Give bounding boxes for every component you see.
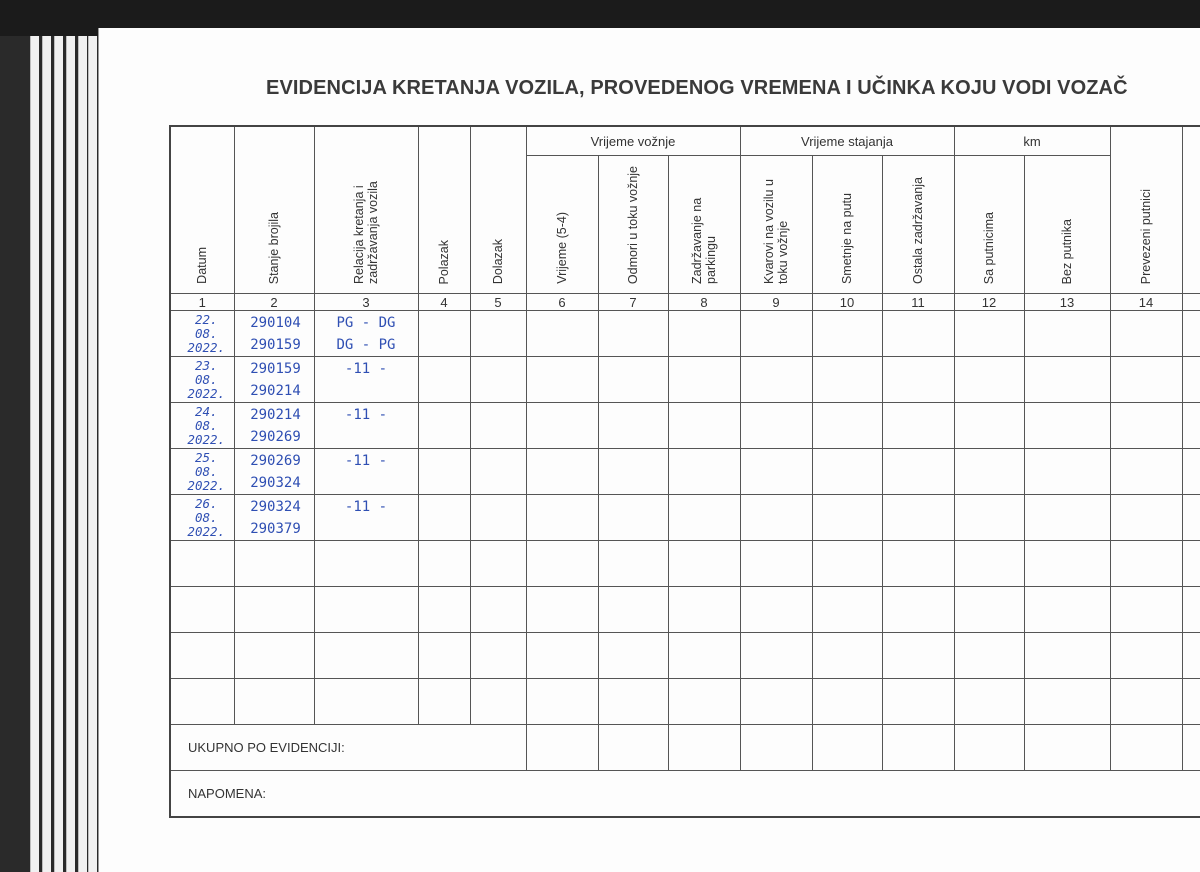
cell <box>418 679 470 725</box>
cell <box>812 449 882 495</box>
page-stack-edge <box>88 36 97 872</box>
col-number: 3 <box>314 294 418 311</box>
cell <box>234 679 314 725</box>
odometer-cell: 290269 290324 <box>234 449 314 495</box>
cell <box>882 311 954 357</box>
column-number-row <box>170 294 1200 311</box>
col-header-arrival: Dolazak <box>470 126 526 294</box>
group-header-standing-time: Vrijeme stajanja <box>740 126 954 156</box>
odometer-cell: 290159 290214 <box>234 357 314 403</box>
cell <box>418 311 470 357</box>
cell <box>812 311 882 357</box>
col-number: 10 <box>812 294 882 311</box>
cell <box>598 725 668 771</box>
table-row <box>170 357 1200 403</box>
cell <box>470 541 526 587</box>
cell <box>954 679 1024 725</box>
col-header-parking: Zadržavanje na parkingu <box>668 156 740 294</box>
col-number: 7 <box>598 294 668 311</box>
cell <box>1182 633 1200 679</box>
cell <box>1110 495 1182 541</box>
cell <box>812 403 882 449</box>
cell <box>740 311 812 357</box>
cell <box>1110 679 1182 725</box>
cell <box>668 449 740 495</box>
col-header-date: Datum <box>170 126 234 294</box>
cell <box>1110 633 1182 679</box>
col-number: 5 <box>470 294 526 311</box>
cell <box>882 495 954 541</box>
cell <box>526 403 598 449</box>
cell <box>882 633 954 679</box>
col-header-km-with-passengers: Sa putnicima <box>954 156 1024 294</box>
cell <box>234 633 314 679</box>
cell <box>954 541 1024 587</box>
col-header-cutoff <box>1182 126 1200 294</box>
page-stack-edge <box>54 36 63 872</box>
cell <box>418 449 470 495</box>
cell <box>740 357 812 403</box>
cell <box>418 403 470 449</box>
cell <box>1110 311 1182 357</box>
cell <box>598 311 668 357</box>
cell <box>418 495 470 541</box>
table-row-empty <box>170 587 1200 633</box>
cell <box>470 357 526 403</box>
form-title: EVIDENCIJA KRETANJA VOZILA, PROVEDENOG VREMENA I UČINKA KOJU VODI VOZAČ <box>266 77 1128 99</box>
cell <box>668 311 740 357</box>
cell <box>470 633 526 679</box>
cell <box>418 541 470 587</box>
cell <box>470 587 526 633</box>
cell <box>740 541 812 587</box>
cell <box>526 679 598 725</box>
cell <box>812 679 882 725</box>
cell <box>470 449 526 495</box>
odometer-cell: 290324 290379 <box>234 495 314 541</box>
header-row-groups <box>170 126 1200 156</box>
cell <box>470 679 526 725</box>
relation-cell: -11 - <box>314 357 418 403</box>
cell <box>1024 357 1110 403</box>
cell <box>470 495 526 541</box>
col-header-km-without-passengers: Bez putnika <box>1024 156 1110 294</box>
cell <box>1110 587 1182 633</box>
cell <box>526 311 598 357</box>
cell <box>1182 725 1200 771</box>
col-header-departure: Polazak <box>418 126 470 294</box>
col-header-other-stops: Ostala zadržavanja <box>882 156 954 294</box>
cell <box>170 587 234 633</box>
relation-cell: PG - DG DG - PG <box>314 311 418 357</box>
page-stack-edge <box>30 36 39 872</box>
col-number: 9 <box>740 294 812 311</box>
cell <box>598 587 668 633</box>
col-header-odometer: Stanje brojila <box>234 126 314 294</box>
cell <box>1024 633 1110 679</box>
cell <box>526 725 598 771</box>
cell <box>1024 495 1110 541</box>
col-number: 12 <box>954 294 1024 311</box>
cell <box>1182 311 1200 357</box>
cell <box>740 587 812 633</box>
cell <box>740 403 812 449</box>
cell <box>1024 449 1110 495</box>
col-number-empty <box>1182 294 1200 311</box>
cell <box>170 679 234 725</box>
relation-cell: -11 - <box>314 403 418 449</box>
cell <box>954 449 1024 495</box>
cell <box>740 449 812 495</box>
cell <box>954 725 1024 771</box>
cell <box>598 679 668 725</box>
cell <box>598 541 668 587</box>
col-header-passengers: Prevezeni putnici <box>1110 126 1182 294</box>
cell <box>234 541 314 587</box>
cell <box>954 633 1024 679</box>
col-number: 14 <box>1110 294 1182 311</box>
col-header-road-obstacles: Smetnje na putu <box>812 156 882 294</box>
col-header-breakdowns: Kvarovi na vozilu u toku vožnje <box>740 156 812 294</box>
table-row <box>170 403 1200 449</box>
table-row <box>170 311 1200 357</box>
col-number: 2 <box>234 294 314 311</box>
col-number: 6 <box>526 294 598 311</box>
cell <box>668 725 740 771</box>
cell <box>882 679 954 725</box>
cell <box>954 403 1024 449</box>
date-cell: 24. 08. 2022. <box>170 403 234 449</box>
cell <box>1182 587 1200 633</box>
cell <box>812 633 882 679</box>
cell <box>1110 541 1182 587</box>
relation-cell: -11 - <box>314 449 418 495</box>
cell <box>526 495 598 541</box>
cell <box>812 541 882 587</box>
cell <box>418 587 470 633</box>
cell <box>598 449 668 495</box>
cell <box>882 403 954 449</box>
cell <box>526 633 598 679</box>
relation-cell: -11 - <box>314 495 418 541</box>
cell <box>470 311 526 357</box>
cell <box>526 541 598 587</box>
col-header-rests: Odmori u toku vožnje <box>598 156 668 294</box>
cell <box>598 403 668 449</box>
page-stack-edge <box>42 36 51 872</box>
log-table <box>169 125 1200 818</box>
cell <box>314 679 418 725</box>
cell <box>314 541 418 587</box>
col-number: 11 <box>882 294 954 311</box>
cell <box>1024 541 1110 587</box>
total-row <box>170 725 1200 771</box>
table-row-empty <box>170 541 1200 587</box>
cell <box>1182 541 1200 587</box>
group-header-km: km <box>954 126 1110 156</box>
cell <box>668 587 740 633</box>
note-row <box>170 771 1200 817</box>
group-header-driving-time: Vrijeme vožnje <box>526 126 740 156</box>
cell <box>740 633 812 679</box>
cell <box>954 587 1024 633</box>
cell <box>598 495 668 541</box>
cell <box>668 541 740 587</box>
cell <box>526 449 598 495</box>
cell <box>526 587 598 633</box>
cell <box>598 633 668 679</box>
date-cell: 25. 08. 2022. <box>170 449 234 495</box>
cell <box>526 357 598 403</box>
cell <box>740 725 812 771</box>
cell <box>1182 357 1200 403</box>
cell <box>1110 357 1182 403</box>
cell <box>1024 403 1110 449</box>
cell <box>470 403 526 449</box>
cell <box>1182 449 1200 495</box>
col-header-driving-duration: Vrijeme (5-4) <box>526 156 598 294</box>
total-label: UKUPNO PO EVIDENCIJI: <box>170 725 526 771</box>
odometer-cell: 290104 290159 <box>234 311 314 357</box>
cell <box>740 679 812 725</box>
col-header-relation: Relacija kretanja i zadržavanja vozila <box>314 126 418 294</box>
table-row <box>170 449 1200 495</box>
cell <box>314 587 418 633</box>
cell <box>314 633 418 679</box>
col-number: 13 <box>1024 294 1110 311</box>
cell <box>1110 403 1182 449</box>
cell <box>668 403 740 449</box>
cell <box>1182 679 1200 725</box>
cell <box>954 495 1024 541</box>
cell <box>1024 587 1110 633</box>
cell <box>170 633 234 679</box>
table-row-empty <box>170 633 1200 679</box>
cell <box>1110 449 1182 495</box>
page-stack-edge <box>66 36 75 872</box>
cell <box>1024 725 1110 771</box>
cell <box>418 357 470 403</box>
table-row <box>170 495 1200 541</box>
col-number: 4 <box>418 294 470 311</box>
note-label: NAPOMENA: <box>170 771 1200 817</box>
cell <box>954 311 1024 357</box>
cell <box>1110 725 1182 771</box>
cell <box>882 587 954 633</box>
page-stack-edge <box>78 36 87 872</box>
cell <box>668 357 740 403</box>
cell <box>668 495 740 541</box>
cell <box>954 357 1024 403</box>
odometer-cell: 290214 290269 <box>234 403 314 449</box>
cell <box>882 541 954 587</box>
cell <box>882 357 954 403</box>
cell <box>812 495 882 541</box>
date-cell: 22. 08. 2022. <box>170 311 234 357</box>
cell <box>1024 311 1110 357</box>
date-cell: 26. 08. 2022. <box>170 495 234 541</box>
table-row-empty <box>170 679 1200 725</box>
cell <box>1182 403 1200 449</box>
cell <box>812 587 882 633</box>
col-number: 1 <box>170 294 234 311</box>
date-cell: 23. 08. 2022. <box>170 357 234 403</box>
cell <box>812 725 882 771</box>
cell <box>1024 679 1110 725</box>
cell <box>812 357 882 403</box>
cell <box>418 633 470 679</box>
cell <box>740 495 812 541</box>
cell <box>668 633 740 679</box>
cell <box>882 449 954 495</box>
cell <box>598 357 668 403</box>
cell <box>668 679 740 725</box>
cell <box>1182 495 1200 541</box>
cell <box>882 725 954 771</box>
cell <box>170 541 234 587</box>
cell <box>234 587 314 633</box>
col-number: 8 <box>668 294 740 311</box>
